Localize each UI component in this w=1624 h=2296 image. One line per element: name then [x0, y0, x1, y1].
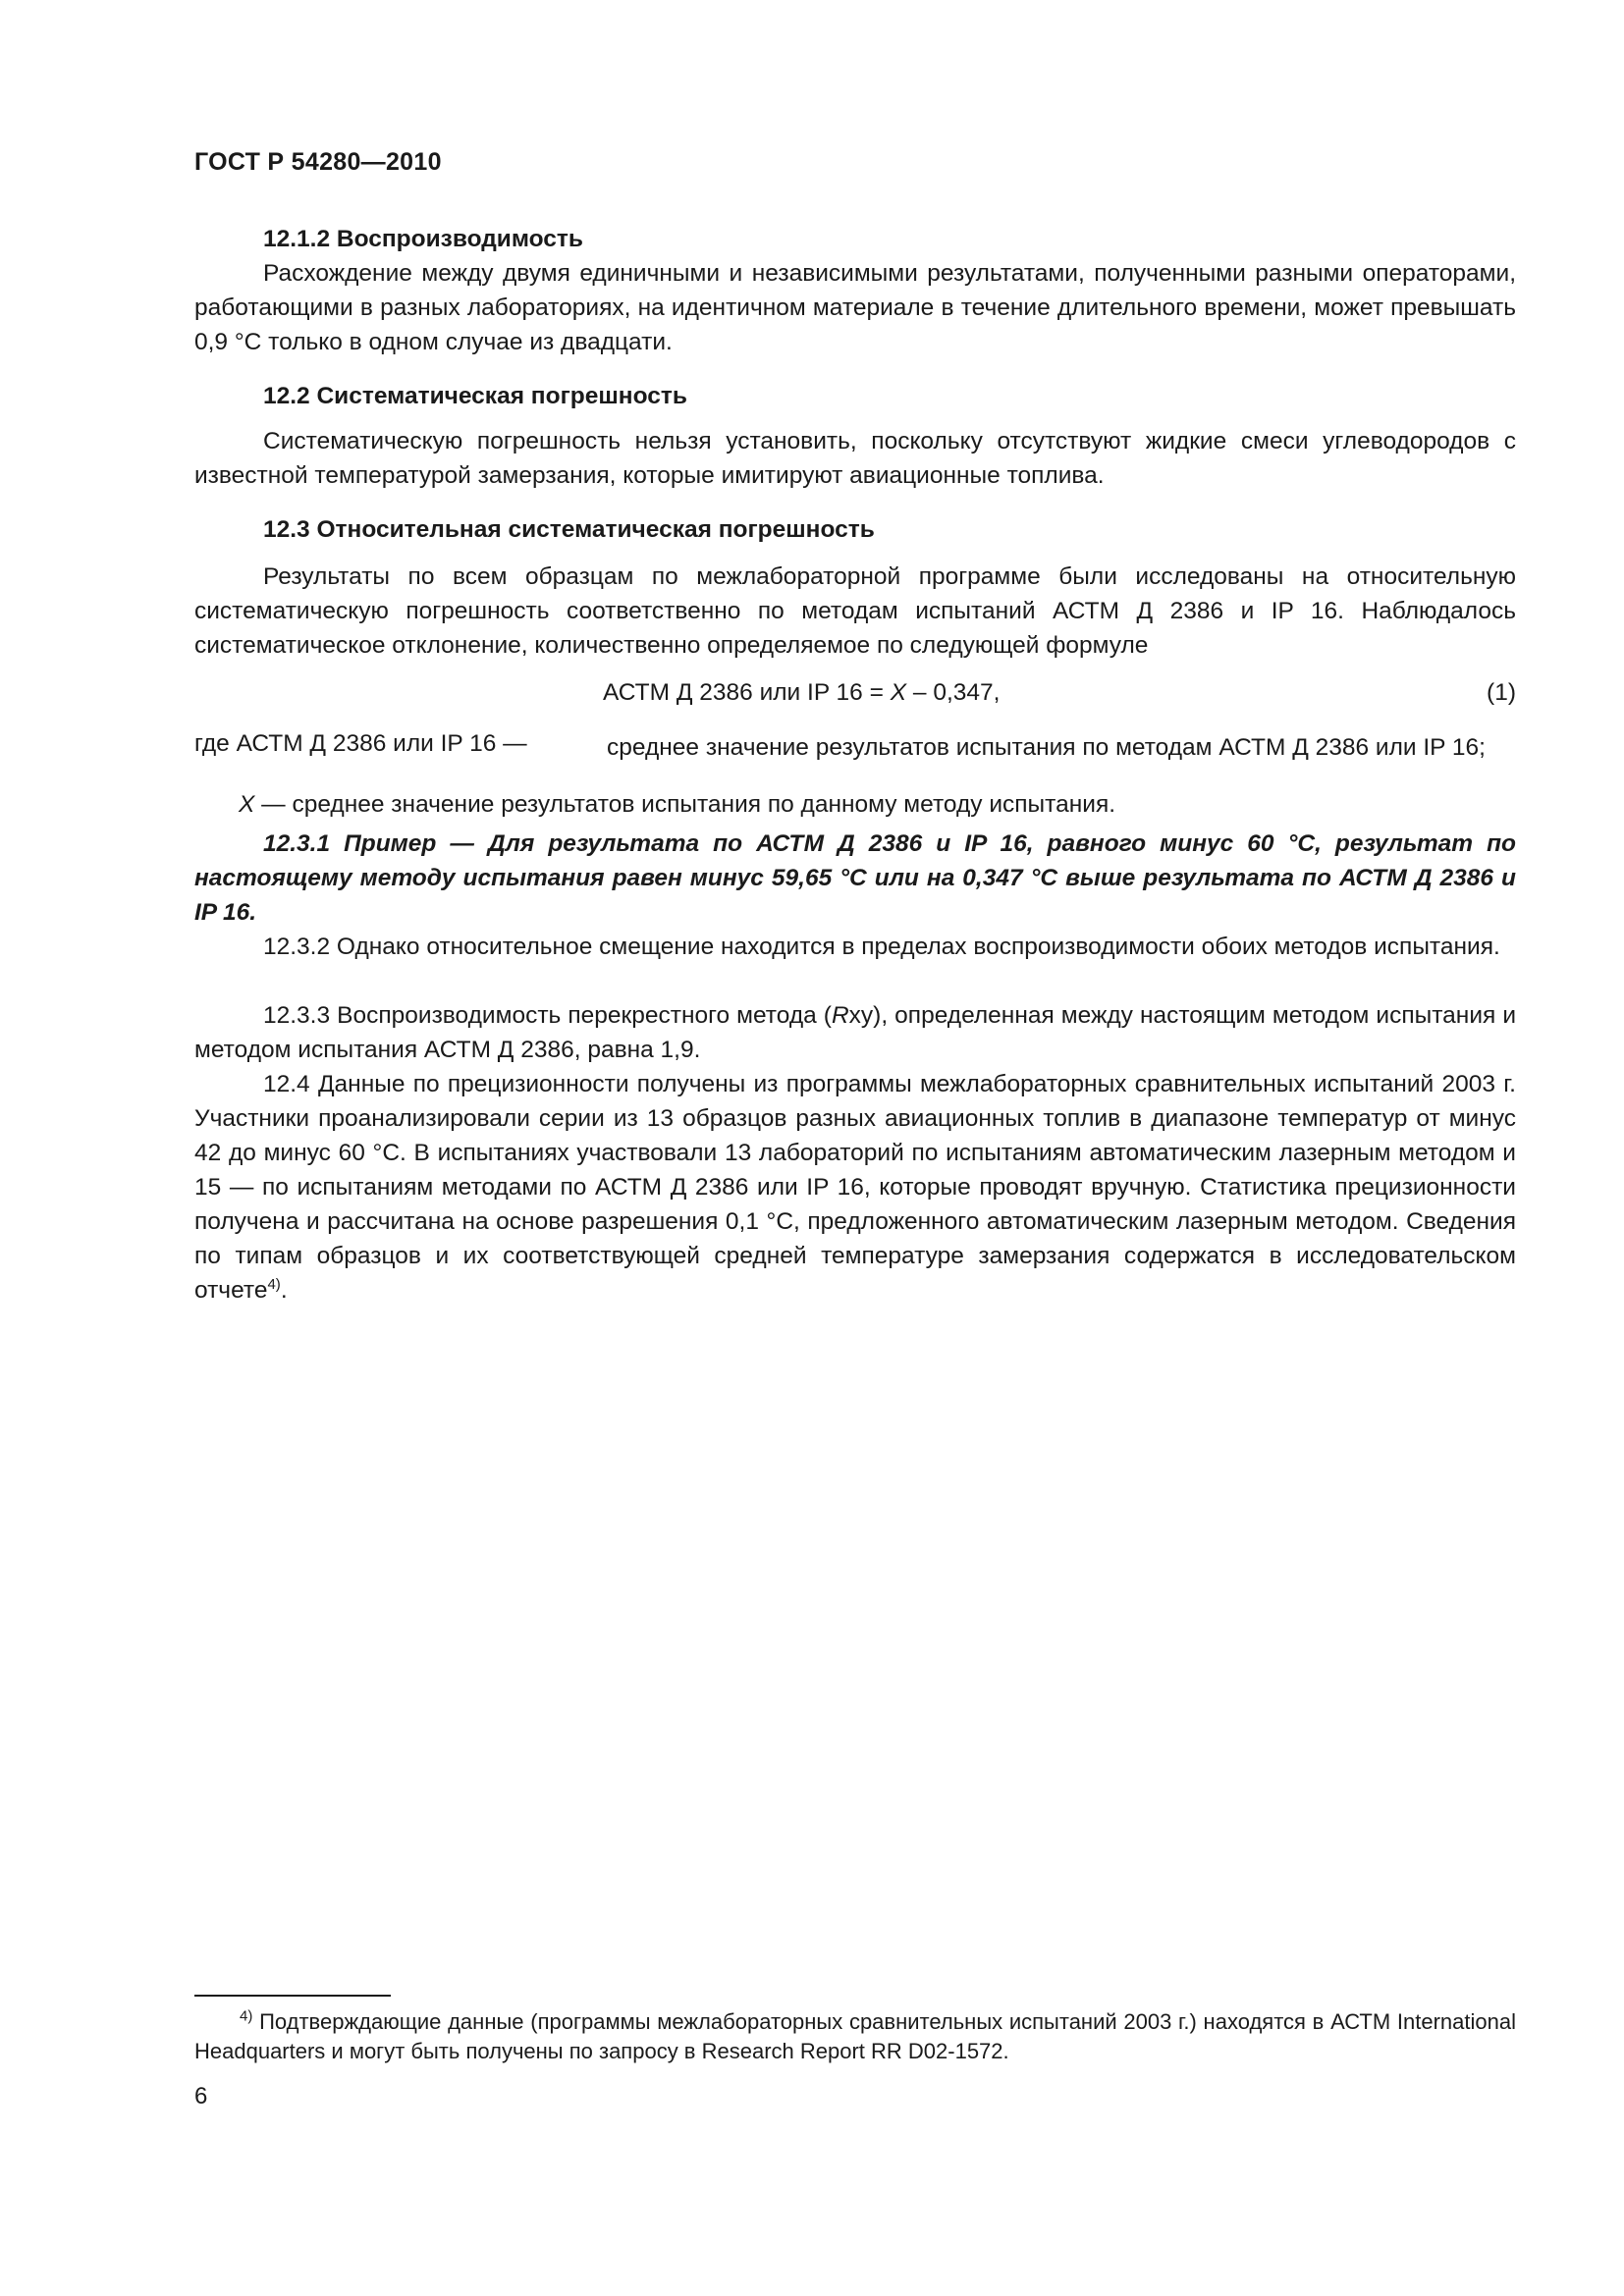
formula-number: (1)	[1487, 679, 1516, 706]
section-12-2-heading: 12.2 Систематическая погрешность	[263, 383, 687, 409]
section-12-4-text: 12.4 Данные по прецизионности получены из программы межлабораторных сравнительных испытаний 2003 г. Участники проанализировали серии из 13 образцов разных авиационных топлив в диапазоне температур от минус 42 до минус 60 °С. В испытаниях участвовали 13 лабораторий по испытаниям автоматическим лазерным методом и 15 — по испытаниям методами по АСТМ Д 2386 или IP 16, которые проводят вручную. Статистика прецизионности получена и рассчитана на основе разрешения 0,1 °С, предложенного автоматическим лазерным методом. Сведения по типам образцов и их соответствующей средней температуре замерзания содержатся в исследовательском отчете	[194, 1071, 1516, 1304]
footnote-text: Подтверждающие данные (программы межлабораторных сравнительных испытаний 2003 г.) находятся в АСТМ International Headquarters и могут быть получены по запросу в Research Report RR D02-1572.	[194, 2009, 1516, 2063]
where-x-line	[239, 791, 1115, 819]
section-12-3-3-after: xy), определенная между настоящим методом испытания и методом испытания АСТМ Д 2386, равна 1,9.	[194, 1002, 1517, 1063]
formula-1	[603, 679, 1000, 707]
section-12-1-2-heading: 12.1.2 Воспроизводимость	[263, 226, 583, 252]
where-definition: среднее значение результатов испытания по методам АСТМ Д 2386 или IP 16;	[607, 734, 1486, 761]
where-x-definition: — среднее значение результатов испытания по данному методу испытания.	[254, 791, 1116, 818]
section-12-3-paragraph: Результаты по всем образцам по межлабораторной программе были исследованы на относительную систематическую погрешность соответственно по методам испытаний АСТМ Д 2386 и IP 16. Наблюдалось систематическое отклонение, количественно определяемое по следующей формуле	[194, 563, 1516, 659]
formula-variable: X	[890, 679, 907, 706]
footnote-divider	[194, 1995, 391, 1997]
section-12-3-heading: 12.3 Относительная систематическая погрешность	[263, 516, 875, 543]
where-x-variable: X	[239, 791, 255, 818]
footnote-reference[interactable]: 4)	[267, 1275, 281, 1293]
section-12-1-2-paragraph: Расхождение между двумя единичными и независимыми результатами, полученными разными операторами, работающими в разных лабораториях, на идентичном материале в течение длительного времени, может превышать 0,9 °С только в одном случае из двадцати.	[194, 260, 1516, 355]
page-number: 6	[194, 2083, 208, 2109]
section-12-3-2: 12.3.2 Однако относительное смещение находится в пределах воспроизводимости обоих методов испытания.	[263, 934, 1500, 960]
footnote	[194, 2007, 1516, 2066]
formula-rhs: – 0,347,	[906, 679, 1001, 706]
where-term: где АСТМ Д 2386 или IP 16 —	[194, 730, 527, 757]
section-12-2-paragraph: Систематическую погрешность нельзя установить, поскольку отсутствуют жидкие смеси углеводородов с известной температурой замерзания, которые имитируют авиационные топлива.	[194, 428, 1516, 489]
section-12-3-1-example: 12.3.1 Пример — Для результата по АСТМ Д 2386 и IP 16, равного минус 60 °С, результат по настоящему методу испытания равен минус 59,65 °С или на 0,347 °С выше результата по АСТМ Д 2386 и IP 16.	[194, 830, 1516, 926]
formula-lhs: АСТМ Д 2386 или IP 16 =	[603, 679, 891, 706]
footnote-mark: 4)	[240, 2007, 253, 2025]
section-12-1-2	[194, 222, 1516, 359]
section-12-3-3-variable: R	[831, 1002, 849, 1029]
section-12-3-3	[194, 998, 1516, 1067]
section-12-4-tail: .	[280, 1277, 288, 1304]
standard-header: ГОСТ Р 54280—2010	[194, 148, 442, 176]
section-12-3-3-before: 12.3.3 Воспроизводимость перекрестного метода (	[263, 1002, 832, 1029]
section-12-4	[194, 1067, 1516, 1308]
